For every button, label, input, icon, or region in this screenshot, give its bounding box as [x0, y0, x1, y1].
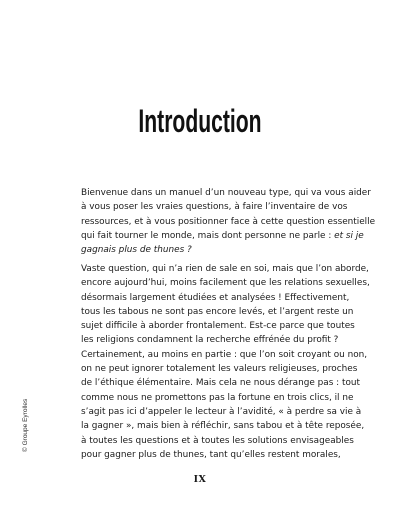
italic-question-end: gagnais plus de thunes ? [81, 245, 192, 256]
paragraph-line: encore aujourd’hui, moins facilement que les relations sexuelles, [81, 278, 370, 289]
paragraph-line: Certainement, au moins en partie : que l’on soit croyant ou non, [81, 349, 368, 360]
page-number: IX [193, 474, 207, 485]
italic-question-start: et si je [334, 230, 364, 241]
intro-paragraph-2 [81, 262, 370, 462]
paragraph-line: s’agit pas ici d’appeler le lecteur à l’avidité, « à perdre sa vie à [81, 406, 362, 417]
intro-paragraph-1 [81, 186, 376, 257]
paragraph-line: comme nous ne promettons pas la fortune en trois clics, il ne [81, 392, 354, 403]
paragraph-line: la gagner », mais bien à réfléchir, sans tabou et à tête reposée, [81, 421, 365, 432]
paragraph-line: ressources, et à vous positionner face à cette question essentielle [81, 216, 376, 227]
paragraph-line: les religions condamnent la recherche effrénée du profit ? [81, 335, 339, 346]
paragraph-line: on ne peut ignorer totalement les valeurs religieuses, proches [81, 364, 358, 375]
copyright-notice: © Groupe Eyrolles [22, 398, 29, 452]
page-title: Introduction [138, 103, 262, 139]
paragraph-line: tous les tabous ne sont pas encore levés, et l’argent reste un [81, 306, 354, 317]
paragraph-line [81, 229, 364, 243]
paragraph-line [81, 243, 336, 257]
paragraph-line: de l’éthique élémentaire. Mais cela ne nous dérange pas : tout [81, 378, 360, 389]
paragraph-line: Vaste question, qui n’a rien de sale en soi, mais que l’on aborde, [81, 264, 369, 274]
paragraph-line: pour gagner plus de thunes, tant qu’elles restent morales, [81, 449, 341, 460]
paragraph-text: qui fait tourner le monde, mais dont personne ne parle : [81, 230, 335, 241]
paragraph-line: Bienvenue dans un manuel d’un nouveau type, qui va vous aider [81, 188, 371, 198]
paragraph-line: à toutes les questions et à toutes les solutions envisageables [81, 435, 354, 446]
paragraph-line: à vous poser les vraies questions, à faire l’inventaire de vos [81, 202, 348, 213]
paragraph-line: sujet difficile à aborder frontalement. Est-ce parce que toutes [81, 321, 355, 332]
paragraph-line: désormais largement étudiées et analysées ! Effectivement, [81, 292, 350, 303]
